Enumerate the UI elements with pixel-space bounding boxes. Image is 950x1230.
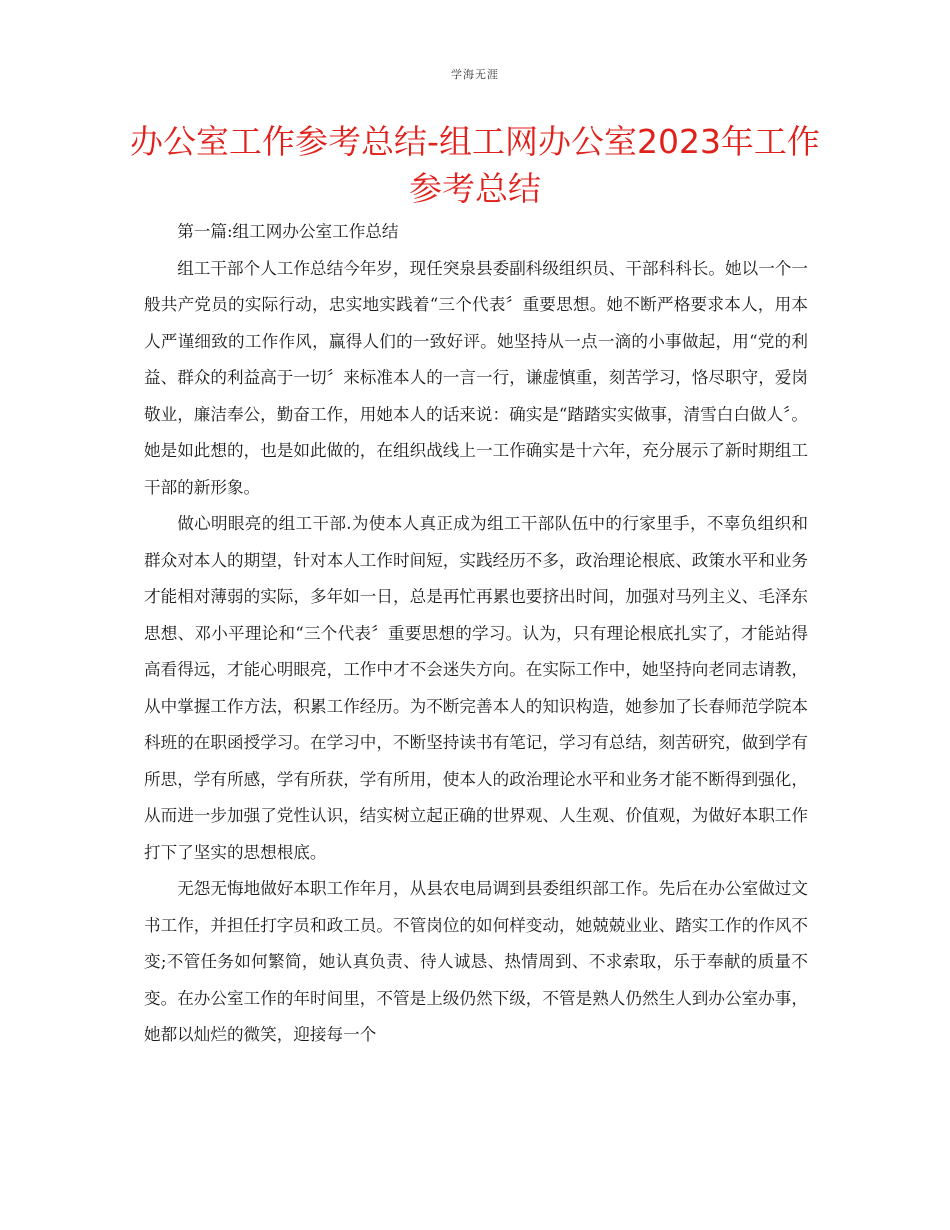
paragraph: 组工干部个人工作总结今年岁，现任突泉县委副科级组织员、干部科科长。她以一个一般共产党员的实际行动，忠实地实践着“三个代表〞重要思想。她不断严格要求本人，用本人严谨细致的工作作风，赢得人们的一致好评。她坚持从一点一滴的小事做起，用“党的利益、群众的利益高于一切〞来标准本人的一言一行，谦虚慎重，刻苦学习，恪尽职守，爱岗敬业，廉洁奉公，勤奋工作，用她本人的话来说：确实是“踏踏实实做事，清雪白白做人〞。她是如此想的，也是如此做的，在组织战线上一工作确实是十六年，充分展示了新时期组工干部的新形象。 <box>144 258 808 497</box>
paragraph: 做心明眼亮的组工干部.为使本人真正成为组工干部队伍中的行家里手，不辜负组织和群众对本人的期望，针对本人工作时间短，实践经历不多，政治理论根底、政策水平和业务才能相对薄弱的实际，多年如一日，总是再忙再累也要挤出时间，加强对马列主义、毛泽东思想、邓小平理论和“三个代表〞重要思想的学习。认为，只有理论根底扎实了，才能站得高看得远，才能心明眼亮，工作中才不会迷失方向。在实际工作中，她坚持向老同志请教，从中掌握工作方法，积累工作经历。为不断完善本人的知识构造，她参加了长春师范学院本科班的在职函授学习。在学习中，不断坚持读书有笔记，学习有总结，刻苦研究，做到学有所思，学有所感，学有所获，学有所用，使本人的政治理论水平和业务才能不断得到强化，从而进一步加强了党性认识，结实树立起正确的世界观、人生观、价值观，为做好本职工作打下了坚实的思想根底。 <box>144 514 808 862</box>
document-body <box>144 214 808 1054</box>
paragraph: 无怨无悔地做好本职工作年月，从县农电局调到县委组织部工作。先后在办公室做过文书工作，并担任打字员和政工员。不管岗位的如何样变动，她兢兢业业、踏实工作的作风不变;不管任务如何繁简，她认真负责、待人诚恳、热情周到、不求索取，乐于奉献的质量不变。在办公室工作的年时间里，不管是上级仍然下级，不管是熟人仍然生人到办公室办事，她都以灿烂的微笑，迎接每一个 <box>144 879 808 1044</box>
document-title: 办公室工作参考总结-组工网办公室2023年工作参考总结 <box>130 122 820 208</box>
section-heading: 第一篇:组工网办公室工作总结 <box>177 222 399 241</box>
page-header: 学海无涯 <box>451 68 499 81</box>
